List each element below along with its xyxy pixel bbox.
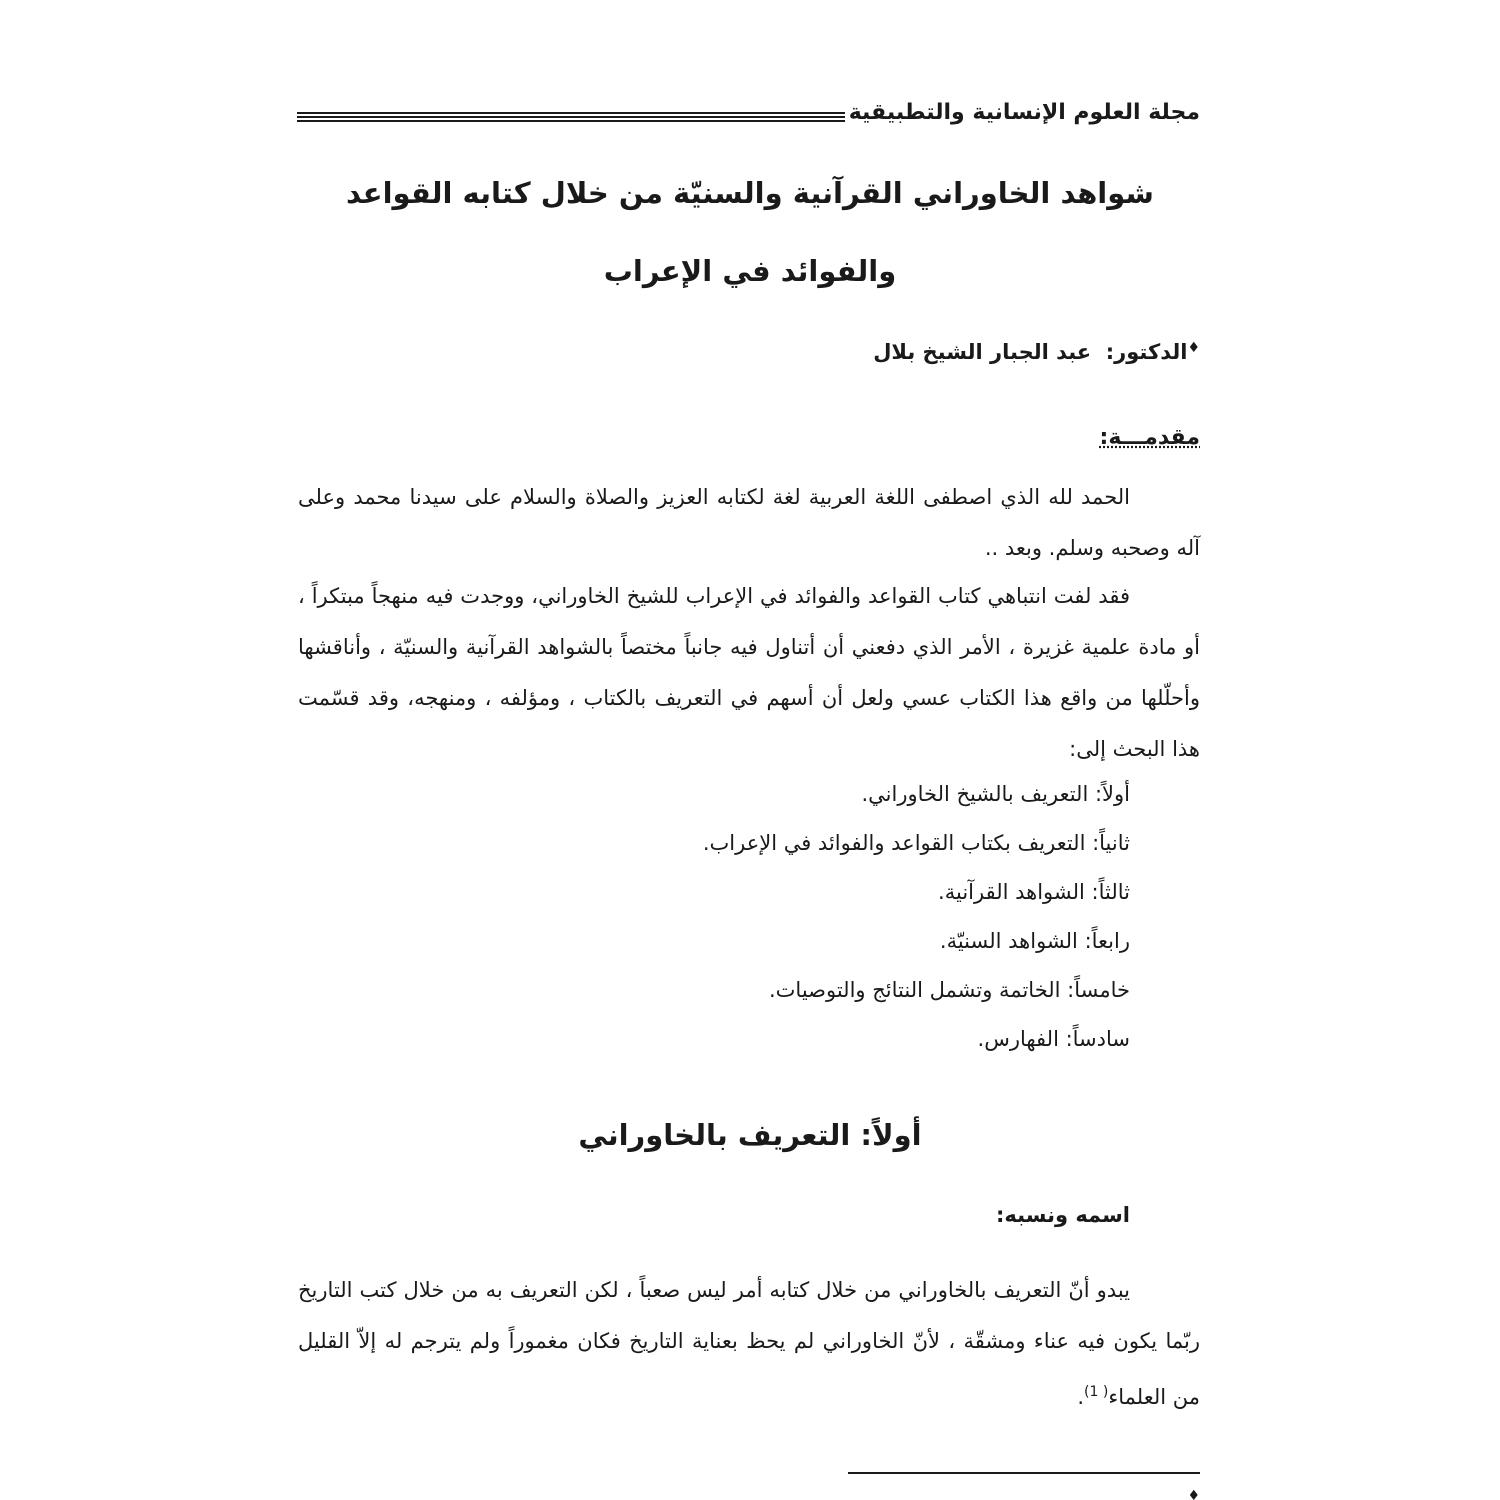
section-heading: أولاً: التعريف بالخاوراني [578,1118,922,1152]
intro-paragraph-2 [298,571,1200,775]
footnote-reference[interactable]: ( 1) [1084,1384,1109,1400]
author-prefix: الدكتور: [1105,340,1188,364]
section-paragraph [298,1265,1200,1423]
footnote-rule [848,1472,1200,1474]
author-name: عبد الجبار الشيخ بلال [873,340,1092,364]
list-item: رابعاً: الشواهد السنيّة. [939,929,1130,953]
author-line [873,340,1200,364]
list-item: خامساً: الخاتمة وتشمل النتائج والتوصيات. [768,978,1130,1002]
journal-title: مجلة العلوم الإنسانية والتطبيقية [848,100,1200,125]
list-item: ثالثاً: الشواهد القرآنية. [938,880,1130,904]
list-item: سادساً: الفهارس. [977,1027,1130,1051]
intro-paragraph-1 [298,472,1200,574]
article-title-line-1: شواهد الخاوراني القرآنية والسنيّة من خلال كتابه القواعد [346,176,1154,210]
header-rule [297,112,845,126]
intro-paragraph-2-text: فقد لفت انتباهي كتاب القواعد والفوائد في الإعراب للشيخ الخاوراني، ووجدت فيه منهجاً مبتكراً ، أو مادة علمية غزيرة ، الأمر الذي دفعني أن أتناول فيه جانباً مختصاً بالشواهد القرآنية والسنيّة ، وأناقشها وأحلّلها من واقع هذا الكتاب عسي ولعل أن أسهم في التعريف بالكتاب ، ومؤلفه ، ومنهجه، وقد قسّمت هذا البحث إلى: [298,584,1200,761]
list-item: ثانياً: التعريف بكتاب القواعد والفوائد في الإعراب. [702,831,1130,855]
intro-paragraph-1-text: الحمد لله الذي اصطفى اللغة العربية لغة لكتابه العزيز والصلاة والسلام على سيدنا محمد وعلى آله وصحبه وسلم. وبعد .. [298,485,1200,560]
article-title-line-2: والفوائد في الإعراب [603,254,897,288]
author-footnote-marker: ♦ [1187,340,1200,356]
intro-heading: مقدمـــة: [1099,425,1200,450]
section-paragraph-text: يبدو أنّ التعريف بالخاوراني من خلال كتابه أمر ليس صعباً ، لكن التعريف به من خلال كتب التاريخ ربّما يكون فيه عناء ومشقّة ، لأنّ الخاوراني لم يحظ بعناية التاريخ فكان مغموراً ولم يترجم له إلاّ القليل من العلماء [298,1278,1200,1409]
outline-list [703,770,1130,1064]
list-item: أولاً: التعريف بالشيخ الخاوراني. [861,782,1130,806]
footnote-marker: ♦ [1187,1488,1200,1500]
subsection-heading: اسمه ونسبه: [996,1203,1130,1227]
section-paragraph-end: . [1077,1385,1085,1409]
